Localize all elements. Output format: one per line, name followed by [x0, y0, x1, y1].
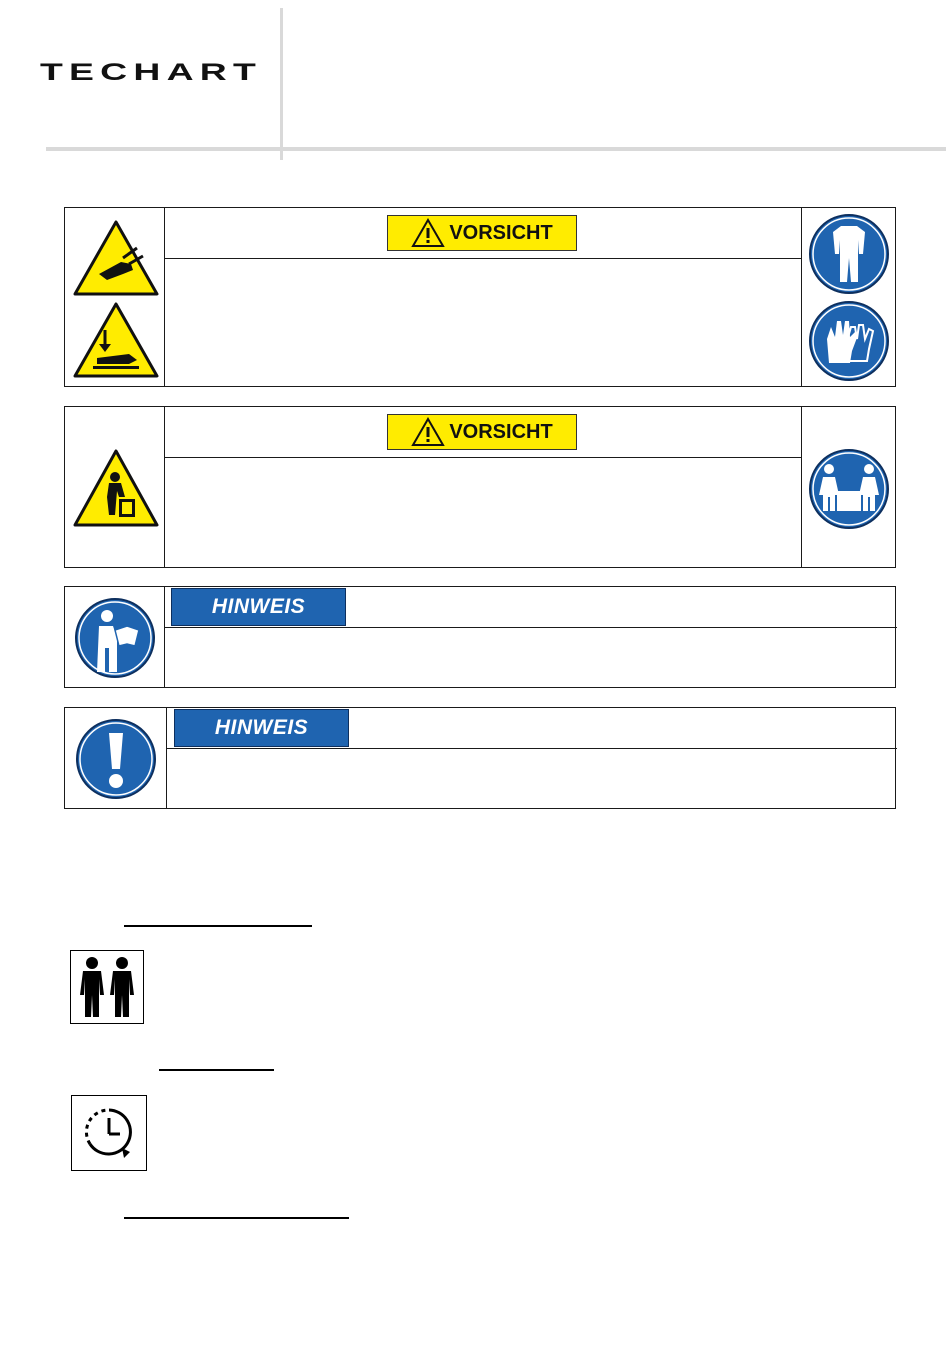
logo-text: TECHART	[40, 59, 262, 86]
header-horizontal-divider	[46, 147, 946, 151]
read-manual-icon	[73, 596, 157, 680]
vorsicht-label	[387, 414, 577, 450]
warning-triangle-icon	[411, 417, 445, 447]
header-vertical-divider	[280, 8, 283, 160]
caution-box-1	[64, 207, 896, 387]
logo-wordmark	[40, 58, 262, 86]
heading-underline-2	[159, 1069, 274, 1071]
notice-box-1	[64, 586, 896, 688]
caution-box-2	[64, 406, 896, 568]
protective-gloves-icon	[807, 299, 891, 383]
hand-cut-hazard-icon	[71, 218, 161, 298]
vorsicht-text: VORSICHT	[449, 221, 553, 244]
notice-box-2	[64, 707, 896, 809]
two-persons-icon-frame	[70, 950, 144, 1024]
vorsicht-label	[387, 215, 577, 251]
two-person-lift-icon	[807, 447, 891, 531]
hinweis-text: HINWEIS	[211, 595, 306, 618]
time-icon-frame	[71, 1095, 147, 1171]
hinweis-label	[174, 709, 349, 747]
time-icon	[72, 1096, 146, 1170]
hand-crush-hazard-icon	[71, 300, 161, 380]
exclamation-icon	[74, 717, 158, 801]
hinweis-text: HINWEIS	[214, 716, 309, 739]
heading-underline-3	[124, 1217, 349, 1219]
techart-logo	[40, 58, 262, 86]
protective-clothing-icon	[807, 212, 891, 296]
vorsicht-text: VORSICHT	[449, 420, 553, 443]
heading-underline-1	[124, 925, 312, 927]
hinweis-label	[171, 588, 346, 626]
heavy-load-hazard-icon	[71, 447, 161, 529]
two-persons-icon	[71, 951, 143, 1023]
warning-triangle-icon	[411, 218, 445, 248]
